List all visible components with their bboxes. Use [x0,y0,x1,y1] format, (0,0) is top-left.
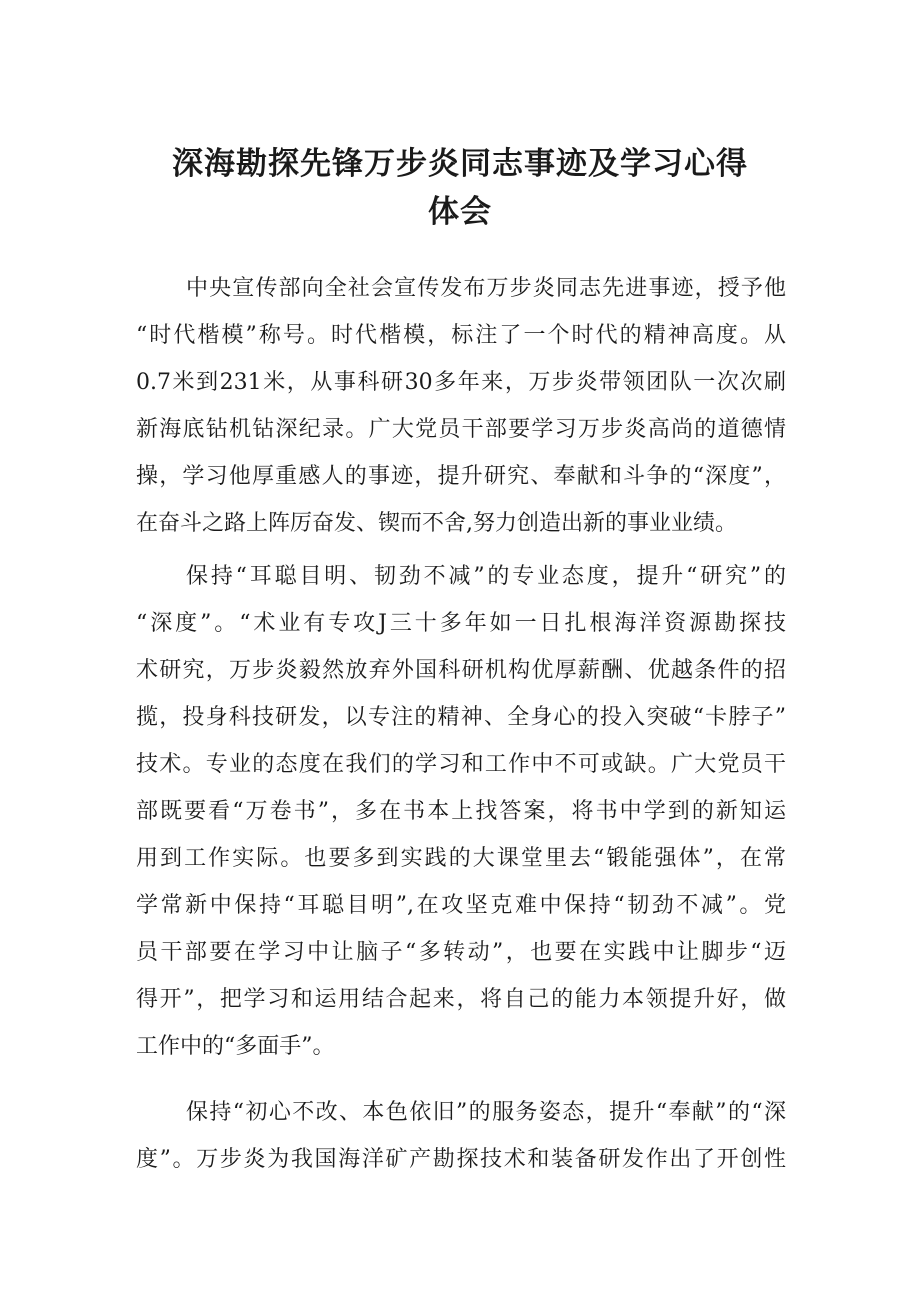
paragraph-1-line-3: 0.7米到231米，从事科研30多年来，万步炎带领团队一次次刷 [136,370,786,395]
document-title-line-1: 深海勘探先锋万步炎同志事迹及学习心得 [172,146,748,182]
paragraph-3-line-1: 保持“初心不改、本色依旧”的服务姿态，提升“奉献”的“深 [186,1100,786,1125]
paragraph-1-line-2: “时代楷模”称号。时代楷模，标注了一个时代的精神高度。从 [136,323,786,348]
paragraph-2-line-6: 部既要看“万卷书”，多在书本上找答案，将书中学到的新知运 [136,799,786,824]
paragraph-1-line-5: 操，学习他厚重感人的事迹，提升研究、奉献和斗争的“深度”， [136,464,786,489]
paragraph-2-line-7: 用到工作实际。也要多到实践的大课堂里去“锻能强体”，在常 [136,846,786,871]
document-title-line-2: 体会 [428,194,492,230]
paragraph-3-line-2: 度”。万步炎为我国海洋矿产勘探技术和装备研发作出了开创性 [136,1147,786,1172]
paragraph-2-line-2: “深度”。“术业有专攻J三十多年如一日扎根海洋资源勘探技 [136,611,786,636]
paragraph-2-line-9: 员干部要在学习中让脑子“多转动”，也要在实践中让脚步“迈 [136,940,786,965]
paragraph-2-line-5: 技术。专业的态度在我们的学习和工作中不可或缺。广大党员干 [136,752,786,777]
paragraph-1-line-6: 在奋斗之路上阵厉奋发、锲而不舍,努力创造出新的事业业绩。 [136,511,737,536]
paragraph-2-line-4: 揽，投身科技研发，以专注的精神、全身心的投入突破“卡脖子” [136,705,786,730]
paragraph-1-line-1: 中央宣传部向全社会宣传发布万步炎同志先进事迹，授予他 [186,276,786,301]
paragraph-2-line-8: 学常新中保持“耳聪目明”,在攻坚克难中保持“韧劲不减”。党 [136,893,786,918]
paragraph-1-line-4: 新海底钻机钻深纪录。广大党员干部要学习万步炎高尚的道德情 [136,417,786,442]
paragraph-2-line-3: 术研究，万步炎毅然放弃外国科研机构优厚薪酬、优越条件的招 [136,658,786,683]
paragraph-2-line-11: 工作中的“多面手”。 [136,1034,335,1059]
paragraph-2-line-10: 得开”，把学习和运用结合起来，将自己的能力本领提升好，做 [136,987,786,1012]
paragraph-2-line-1: 保持“耳聪目明、韧劲不减”的专业态度，提升“研究”的 [186,564,786,589]
